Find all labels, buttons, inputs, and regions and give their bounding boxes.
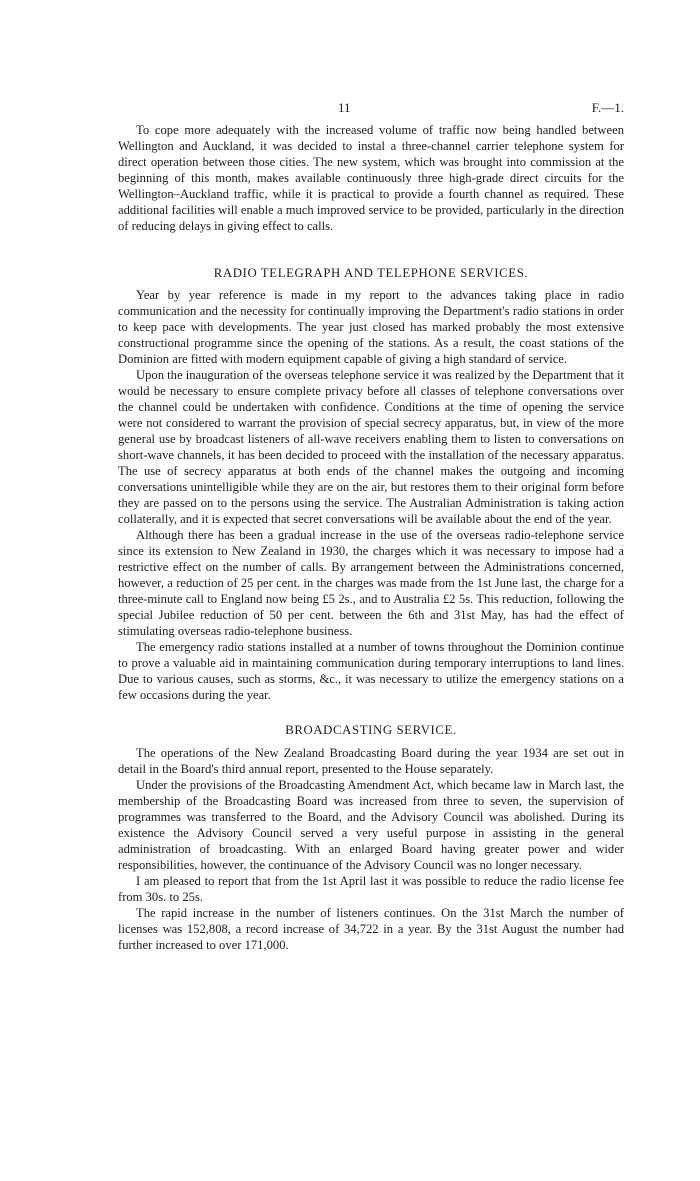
radio-paragraph: Although there has been a gradual increase in the use of the overseas radio-telephone service since its extension to New Zealand in 1930, the charges which it was necessary to impose had a restrictive effect on the number of calls. By arrangement between the Administrations concerned, however, a reduction of 25 per cent. in the charges was made from the 1st June last, the charge for a three-minute call to England now being £5 2s., and to Australia £2 5s. This reduction, following the special Jubilee reduction of 50 per cent. between the 6th and 31st May, has had the effect of stimulating overseas radio-telephone business. — [118, 528, 624, 638]
page-header — [118, 100, 624, 122]
broadcasting-section — [118, 745, 624, 953]
radio-section-title: RADIO TELEGRAPH AND TELEPHONE SERVICES. — [213, 266, 529, 280]
radio-paragraph: Upon the inauguration of the overseas telephone service it was realized by the Department that it would be necessary to ensure complete privacy before all classes of telephone conversations over the channel could be undertaken with confidence. Conditions at the time of opening the service were not considered to warrant the provision of special secrecy apparatus, but, in view of the more general use by broadcast listeners of all-wave receivers enabling them to listen to conversations on short-wave channels, it has been decided to proceed with the installation of the necessary apparatus. The use of secrecy apparatus at both ends of the channel makes the outgoing and incoming conversations unintelligible while they are on the air, but restores them to their original form before they are passed on to the persons using the service. The Australian Administration is taking action collaterally, and it is expected that secret conversations will be available about the end of the year. — [118, 368, 624, 526]
broadcasting-paragraph: The rapid increase in the number of listeners continues. On the 31st March the number of licenses was 152,808, a record increase of 34,722 in a year. By the 31st August the number had further increased to over 171,000. — [118, 906, 624, 952]
document-reference: F.—1. — [591, 100, 624, 115]
radio-paragraph: Year by year reference is made in my report to the advances taking place in radio communication and the necessity for continually improving the Department's radio stations in order to keep pace with developments. The year just closed has marked probably the most extensive constructional programme since the opening of the stations. As a result, the coast stations of the Dominion are fitted with modern equipment capable of giving a high standard of service. — [118, 288, 624, 366]
document-page — [118, 100, 624, 953]
broadcasting-paragraph: I am pleased to report that from the 1st April last it was possible to reduce the radio license fee from 30s. to 25s. — [118, 874, 624, 904]
broadcasting-paragraph: Under the provisions of the Broadcasting Amendment Act, which became law in March last, the membership of the Broadcasting Board was increased from three to seven, the supervision of programmes was transferred to the Board, and the Advisory Council was abolished. During its existence the Advisory Council served a very useful purpose in assisting in the general administration of broadcasting. With an enlarged Board having greater power and wider responsibilities, however, the continuance of the Advisory Council was no longer necessary. — [118, 778, 624, 872]
page-number: 11 — [338, 100, 351, 115]
radio-paragraph: The emergency radio stations installed at a number of towns throughout the Dominion continue to prove a valuable aid in maintaining communication during temporary interruptions to land lines. Due to various causes, such as storms, &c., it was necessary to utilize the emergency stations on a few occasions during the year. — [118, 640, 624, 702]
broadcasting-paragraph: The operations of the New Zealand Broadcasting Board during the year 1934 are set out in detail in the Board's third annual report, presented to the House separately. — [118, 746, 624, 776]
broadcasting-section-title: BROADCASTING SERVICE. — [285, 723, 457, 737]
radio-section — [118, 287, 624, 703]
intro-paragraph: To cope more adequately with the increased volume of traffic now being handled between Wellington and Auckland, it was decided to instal a three-channel carrier telephone system for direct operation between those cities. The new system, which was brought into commission at the beginning of this month, makes available continuously three high-grade direct circuits for the Wellington–Auckland traffic, while it is practical to provide a fourth channel as required. These additional facilities will enable a much improved service to be provided, particularly in the direction of reducing delays in giving effect to calls. — [118, 123, 624, 233]
intro-section — [118, 122, 624, 234]
